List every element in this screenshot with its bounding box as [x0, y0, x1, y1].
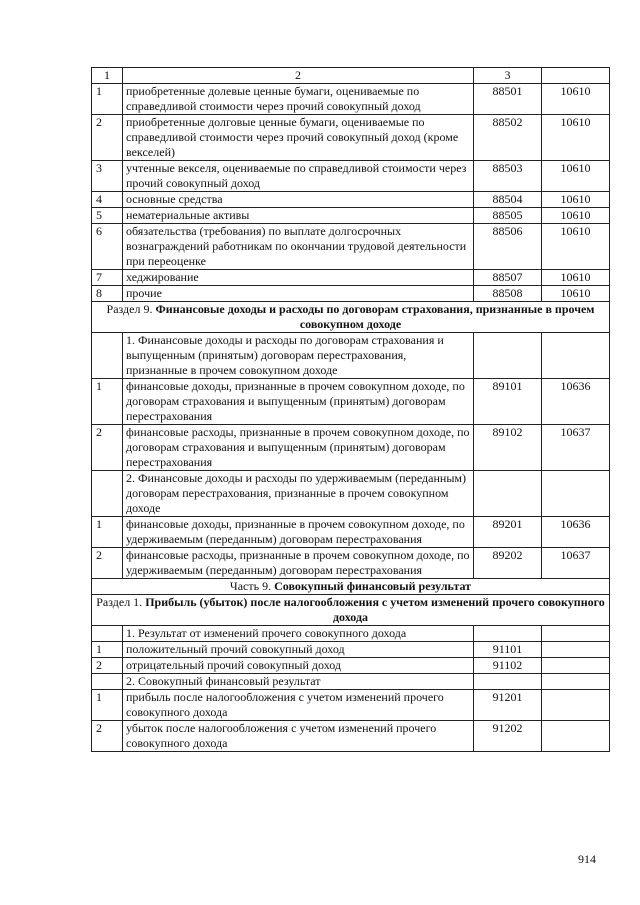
row-code: 91102 — [474, 658, 542, 674]
row-number: 1 — [92, 379, 123, 425]
header-cell-col4 — [542, 68, 610, 84]
section-title — [92, 579, 610, 595]
table-row — [92, 115, 610, 161]
header-cell-col3: 3 — [474, 68, 542, 84]
row-number: 6 — [92, 224, 123, 270]
row-number: 5 — [92, 208, 123, 224]
row-ref-code — [542, 658, 610, 674]
row-code — [474, 626, 542, 642]
table-row — [92, 161, 610, 192]
section-header-row — [92, 579, 610, 595]
row-number: 2 — [92, 658, 123, 674]
table-row — [92, 517, 610, 548]
row-ref-code: 10610 — [542, 224, 610, 270]
row-ref-code — [542, 471, 610, 517]
table-row — [92, 286, 610, 302]
row-code: 89202 — [474, 548, 542, 579]
table-row — [92, 471, 610, 517]
row-code — [474, 471, 542, 517]
row-description: нематериальные активы — [123, 208, 474, 224]
row-description: приобретенные долевые ценные бумаги, оцениваемые по справедливой стоимости через прочий совокупный доход — [123, 84, 474, 115]
table-header-row — [92, 68, 610, 84]
row-description: отрицательный прочий совокупный доход — [123, 658, 474, 674]
row-ref-code: 10610 — [542, 84, 610, 115]
row-number: 2 — [92, 425, 123, 471]
row-ref-code: 10610 — [542, 192, 610, 208]
row-code: 91101 — [474, 642, 542, 658]
row-ref-code: 10636 — [542, 379, 610, 425]
row-number — [92, 471, 123, 517]
table-row — [92, 208, 610, 224]
row-description: учтенные векселя, оцениваемые по справедливой стоимости через прочий совокупный доход — [123, 161, 474, 192]
row-number: 1 — [92, 642, 123, 658]
section-prefix: Часть 9. — [229, 579, 275, 593]
row-ref-code — [542, 721, 610, 752]
row-ref-code — [542, 642, 610, 658]
table-row — [92, 642, 610, 658]
row-number: 3 — [92, 161, 123, 192]
row-description: 1. Финансовые доходы и расходы по договорам страхования и выпущенным (принятым) договорам перестрахования, признанные в прочем совокупном доходе — [123, 333, 474, 379]
row-ref-code: 10610 — [542, 115, 610, 161]
table-row — [92, 84, 610, 115]
row-description: приобретенные долговые ценные бумаги, оцениваемые по справедливой стоимости через прочий совокупный доход (кроме векселей) — [123, 115, 474, 161]
row-code: 88508 — [474, 286, 542, 302]
row-ref-code: 10610 — [542, 286, 610, 302]
row-code: 88502 — [474, 115, 542, 161]
section-prefix: Раздел 9. — [106, 302, 156, 316]
table-row — [92, 548, 610, 579]
row-description: 2. Совокупный финансовый результат — [123, 674, 474, 690]
row-code: 88506 — [474, 224, 542, 270]
account-table-body — [92, 68, 610, 752]
row-ref-code — [542, 626, 610, 642]
row-description: прибыль после налогообложения с учетом изменений прочего совокупного дохода — [123, 690, 474, 721]
table-row — [92, 270, 610, 286]
row-description: 1. Результат от изменений прочего совокупного дохода — [123, 626, 474, 642]
section-title — [92, 302, 610, 333]
section-header-row — [92, 302, 610, 333]
account-table — [91, 67, 610, 752]
table-row — [92, 379, 610, 425]
table-row — [92, 674, 610, 690]
row-number: 2 — [92, 548, 123, 579]
row-description: обязательства (требования) по выплате долгосрочных вознаграждений работникам по окончании трудовой деятельности при переоценке — [123, 224, 474, 270]
table-row — [92, 658, 610, 674]
row-description: финансовые доходы, признанные в прочем совокупном доходе, по удерживаемым (переданным) договорам перестрахования — [123, 517, 474, 548]
row-ref-code — [542, 674, 610, 690]
section-name: Прибыль (убыток) после налогообложения с учетом изменений прочего совокупного дохода — [145, 595, 605, 624]
row-ref-code — [542, 333, 610, 379]
row-ref-code: 10610 — [542, 270, 610, 286]
row-number — [92, 674, 123, 690]
table-row — [92, 224, 610, 270]
table-row — [92, 626, 610, 642]
row-number — [92, 626, 123, 642]
row-description: финансовые расходы, признанные в прочем совокупном доходе, по удерживаемым (переданным) договорам перестрахования — [123, 548, 474, 579]
row-code: 88505 — [474, 208, 542, 224]
row-code: 91202 — [474, 721, 542, 752]
page-number: 914 — [578, 852, 596, 866]
section-header-row — [92, 595, 610, 626]
row-code: 89201 — [474, 517, 542, 548]
row-number: 1 — [92, 690, 123, 721]
row-number: 2 — [92, 721, 123, 752]
row-ref-code — [542, 690, 610, 721]
row-number: 8 — [92, 286, 123, 302]
row-code: 89101 — [474, 379, 542, 425]
section-name: Совокупный финансовый результат — [274, 579, 472, 593]
row-number: 1 — [92, 84, 123, 115]
table-row — [92, 425, 610, 471]
row-description: 2. Финансовые доходы и расходы по удерживаемым (переданным) договорам перестрахования, признанные в прочем совокупном доходе — [123, 471, 474, 517]
row-code: 91201 — [474, 690, 542, 721]
row-ref-code: 10637 — [542, 425, 610, 471]
row-code: 88504 — [474, 192, 542, 208]
row-code: 88507 — [474, 270, 542, 286]
row-number: 4 — [92, 192, 123, 208]
header-cell-col2: 2 — [123, 68, 474, 84]
table-row — [92, 192, 610, 208]
table-row — [92, 690, 610, 721]
header-cell-col1: 1 — [92, 68, 123, 84]
row-number: 1 — [92, 517, 123, 548]
row-ref-code: 10637 — [542, 548, 610, 579]
row-description: положительный прочий совокупный доход — [123, 642, 474, 658]
row-number — [92, 333, 123, 379]
row-code: 88501 — [474, 84, 542, 115]
row-description: хеджирование — [123, 270, 474, 286]
row-description: основные средства — [123, 192, 474, 208]
row-ref-code: 10636 — [542, 517, 610, 548]
row-description: финансовые доходы, признанные в прочем совокупном доходе, по договорам страхования и выпущенным (принятым) договорам перестрахования — [123, 379, 474, 425]
row-code — [474, 674, 542, 690]
row-ref-code: 10610 — [542, 208, 610, 224]
row-ref-code: 10610 — [542, 161, 610, 192]
row-number: 2 — [92, 115, 123, 161]
table-row — [92, 333, 610, 379]
section-prefix: Раздел 1. — [96, 595, 146, 609]
row-description: прочие — [123, 286, 474, 302]
row-code: 88503 — [474, 161, 542, 192]
row-description: финансовые расходы, признанные в прочем совокупном доходе, по договорам страхования и выпущенным (принятым) договорам перестрахования — [123, 425, 474, 471]
section-title — [92, 595, 610, 626]
row-description: убыток после налогообложения с учетом изменений прочего совокупного дохода — [123, 721, 474, 752]
section-name: Финансовые доходы и расходы по договорам страхования, признанные в прочем совокупном доходе — [155, 302, 595, 331]
row-number: 7 — [92, 270, 123, 286]
row-code — [474, 333, 542, 379]
row-code: 89102 — [474, 425, 542, 471]
table-row — [92, 721, 610, 752]
